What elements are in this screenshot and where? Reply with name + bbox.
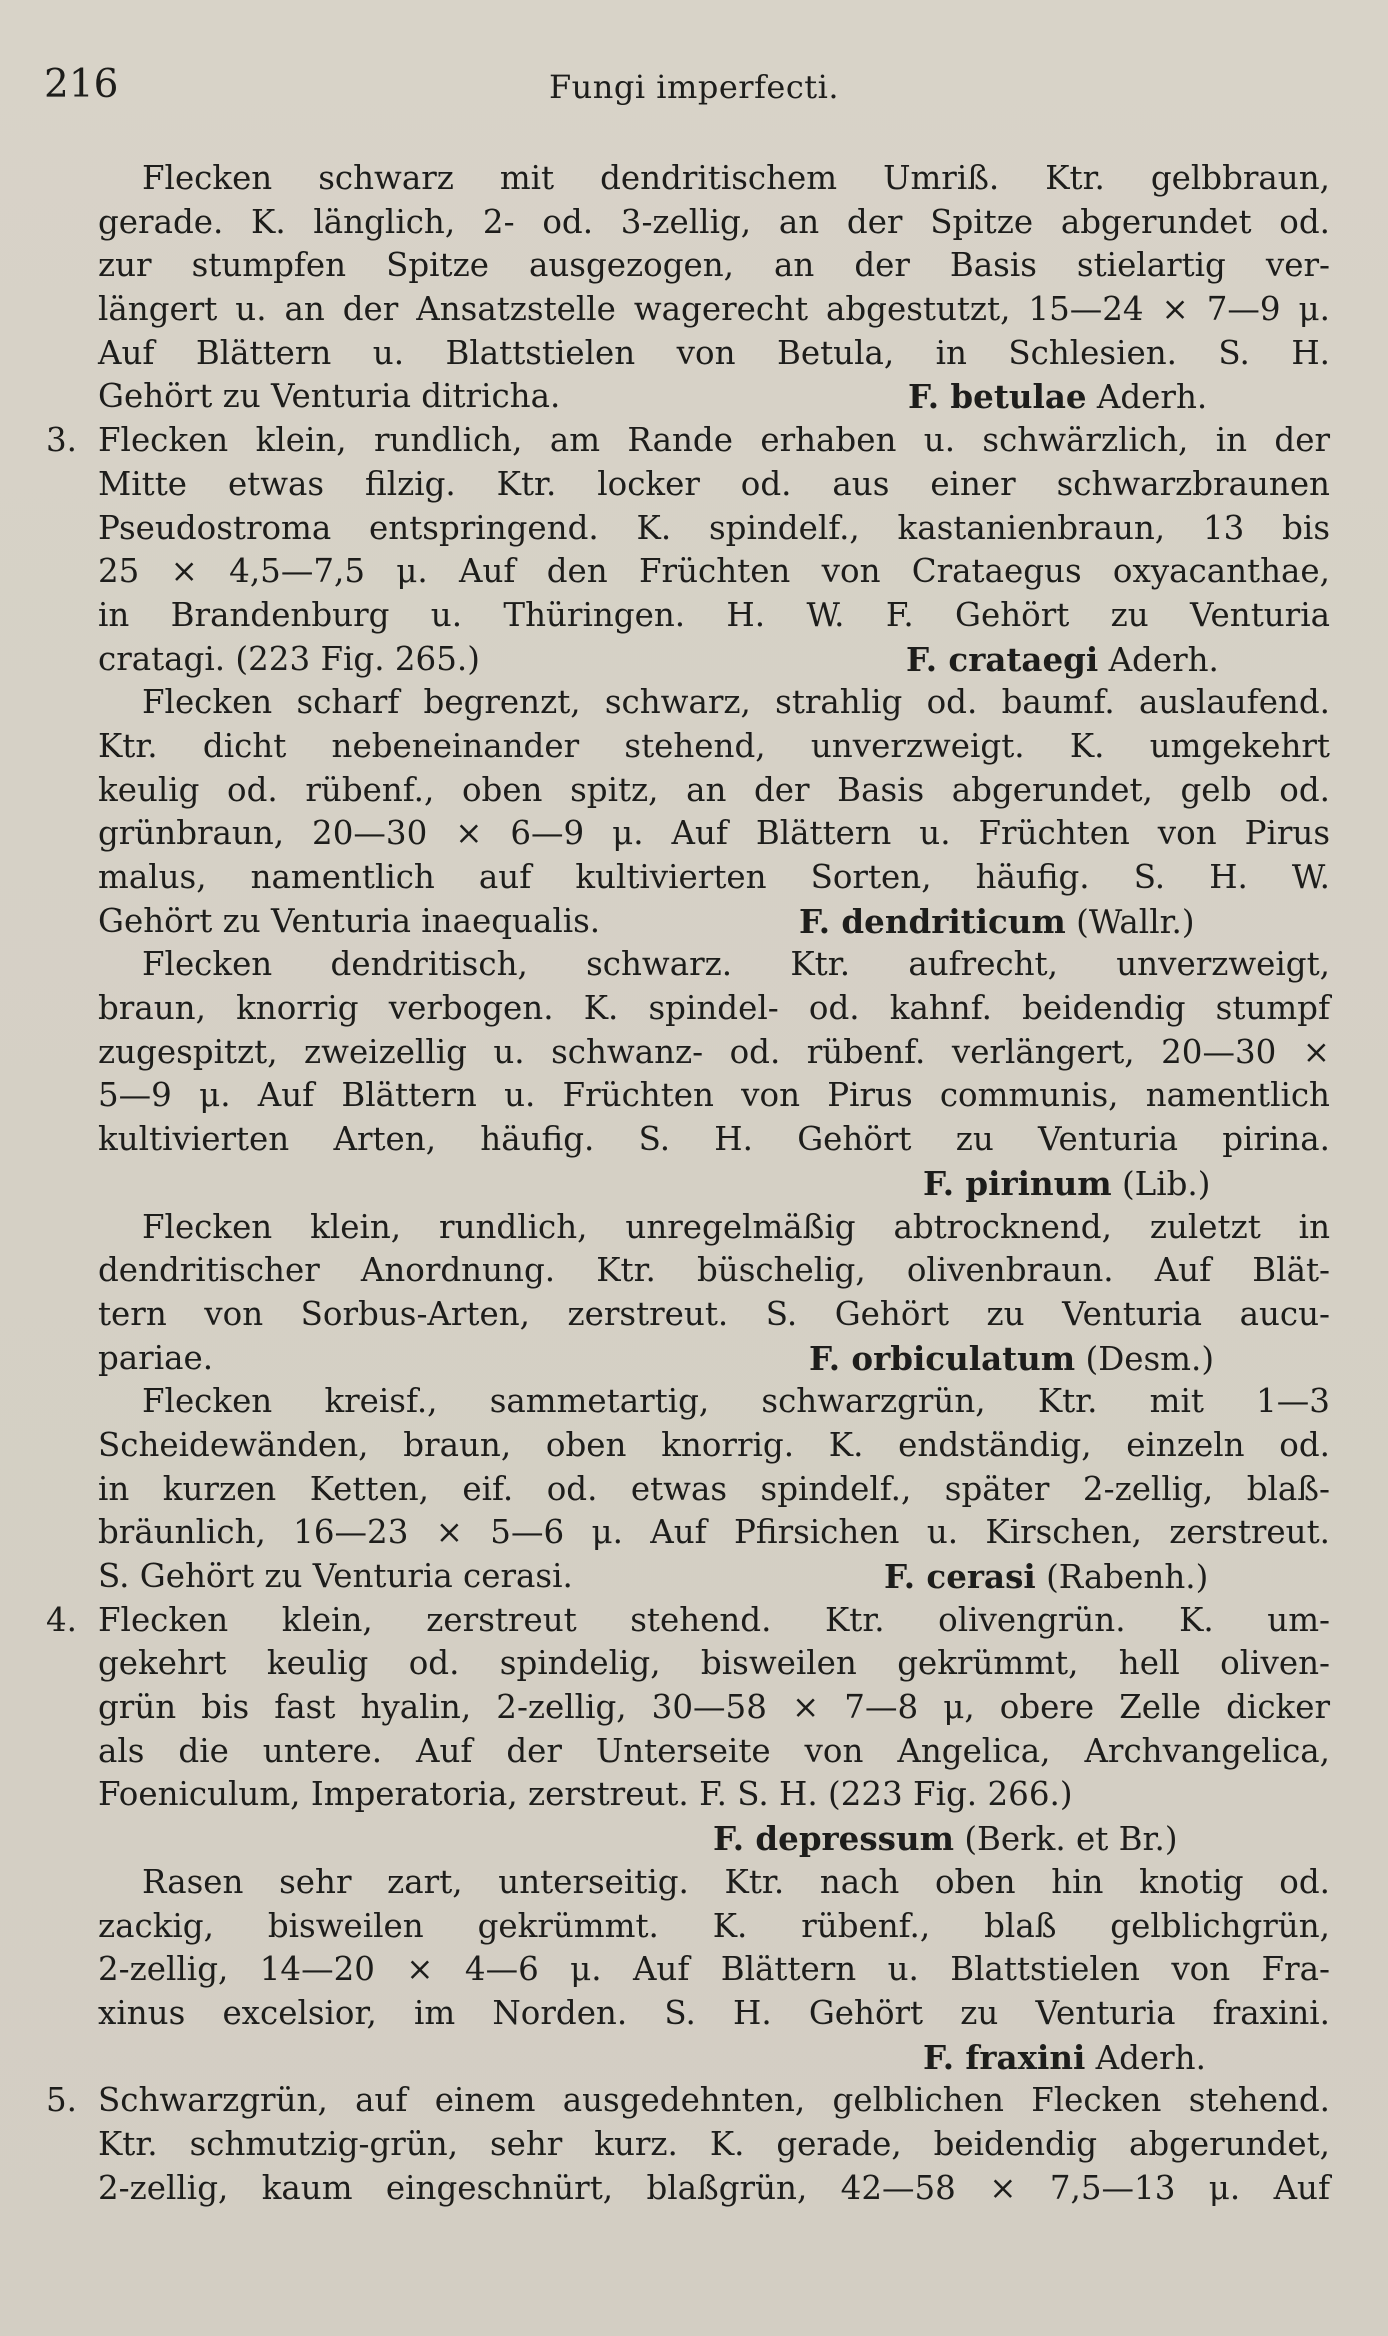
line-text: Flecken kreisf., sammetartig, schwarzgrün, Ktr. mit 1—3 xyxy=(142,1382,1330,1421)
species-name xyxy=(923,2036,1206,2081)
line-text: in Brandenburg u. Thüringen. H. W. F. Gehört zu Venturia xyxy=(98,595,1330,634)
page-number: 216 xyxy=(44,62,119,107)
text-line xyxy=(98,332,1330,376)
line-text: dendritischer Anordnung. Ktr. büschelig, olivenbraun. Auf Blät- xyxy=(98,1251,1330,1290)
line-text: Schwarzgrün, auf einem ausgedehnten, gelblichen Flecken stehend. xyxy=(98,2081,1330,2120)
line-text: 2-zellig, kaum eingeschnürt, blaßgrün, 42—58 × 7,5—13 μ. Auf xyxy=(98,2168,1330,2207)
text-line xyxy=(98,1861,1330,1905)
species-author: (Rabenh.) xyxy=(1046,1558,1209,1596)
species-author: (Desm.) xyxy=(1085,1339,1214,1378)
line-text: 25 × 4,5—7,5 μ. Auf den Früchten von Crataegus oxyacanthae, xyxy=(98,552,1330,591)
line-text: S. Gehört zu Venturia cerasi. xyxy=(98,1557,573,1595)
line-text: Gehört zu Venturia ditricha. xyxy=(98,377,561,416)
species-author: (Wallr.) xyxy=(1076,902,1195,941)
text-line xyxy=(98,1162,1330,1206)
text-line xyxy=(98,1730,1330,1774)
text-line xyxy=(98,375,1330,419)
line-text: bräunlich, 16—23 × 5—6 μ. Auf Pfirsichen u. Kirschen, zerstreut. xyxy=(98,1513,1330,1552)
text-line xyxy=(98,987,1330,1031)
paragraph xyxy=(98,1380,1330,1598)
line-text: Flecken klein, rundlich, am Rande erhaben u. schwärzlich, in der xyxy=(98,421,1330,460)
line-text: Ktr. dicht nebeneinander stehend, unverzweigt. K. umgekehrt xyxy=(98,726,1330,765)
species-author: (Lib.) xyxy=(1121,1164,1211,1203)
species-name xyxy=(799,900,1195,945)
line-text: in kurzen Ketten, eif. od. etwas spindelf., später 2-zellig, blaß- xyxy=(98,1469,1330,1508)
text-line xyxy=(98,2036,1330,2080)
species-name xyxy=(923,1162,1210,1207)
line-text: tern von Sorbus-Arten, zerstreut. S. Gehört zu Venturia aucu- xyxy=(98,1294,1330,1333)
line-text: 5—9 μ. Auf Blättern u. Früchten von Pirus communis, namentlich xyxy=(98,1076,1330,1115)
text-line xyxy=(46,1599,1330,1643)
line-text: Flecken dendritisch, schwarz. Ktr. aufrecht, unverzweigt, xyxy=(142,945,1330,984)
text-line xyxy=(46,419,1330,463)
text-line xyxy=(98,943,1330,987)
text-line xyxy=(98,594,1330,638)
line-text: Gehört zu Venturia inaequalis. xyxy=(98,901,601,940)
species-epithet: F. depressum xyxy=(713,1819,954,1859)
line-text: längert u. an der Ansatzstelle wagerecht abgestutzt, 15—24 × 7—9 μ. xyxy=(98,290,1330,329)
species-epithet: F. orbiculatum xyxy=(809,1338,1076,1378)
text-line xyxy=(98,550,1330,594)
species-epithet: F. crataegi xyxy=(906,639,1099,679)
species-author: (Berk. et Br.) xyxy=(964,1820,1178,1859)
text-line xyxy=(98,1380,1330,1424)
species-epithet: F. betulae xyxy=(908,377,1087,417)
species-name xyxy=(908,375,1207,420)
paragraph xyxy=(98,943,1330,1205)
species-author: Aderh. xyxy=(1095,2038,1206,2077)
text-line xyxy=(98,1424,1330,1468)
line-text: Pseudostroma entspringend. K. spindelf., kastanienbraun, 13 bis xyxy=(98,508,1330,547)
species-name xyxy=(906,638,1219,683)
text-line xyxy=(98,1642,1330,1686)
key-number: 4. xyxy=(46,1600,78,1639)
text-line xyxy=(98,1206,1330,1250)
line-text: Flecken klein, zerstreut stehend. Ktr. olivengrün. K. um- xyxy=(98,1600,1330,1639)
text-line xyxy=(98,1555,1330,1599)
line-text: Scheidewänden, braun, oben knorrig. K. endständig, einzeln od. xyxy=(98,1425,1330,1464)
text-line xyxy=(98,244,1330,288)
line-text: zur stumpfen Spitze ausgezogen, an der Basis stielartig ver- xyxy=(98,246,1330,285)
line-text: pariae. xyxy=(98,1338,214,1377)
text-line xyxy=(98,2167,1330,2211)
line-text: zugespitzt, zweizellig u. schwanz- od. rübenf. verlängert, 20—30 × xyxy=(98,1032,1330,1071)
text-line xyxy=(98,1905,1330,1949)
text-line xyxy=(98,507,1330,551)
text-line xyxy=(98,201,1330,245)
species-author: Aderh. xyxy=(1108,640,1219,679)
text-line xyxy=(98,288,1330,332)
text-line xyxy=(98,1773,1330,1817)
line-text: Foeniculum, Imperatoria, zerstreut. F. S. H. (223 Fig. 266.) xyxy=(98,1775,1073,1814)
paragraph xyxy=(98,681,1330,943)
species-author: Aderh. xyxy=(1096,378,1208,417)
line-text: Ktr. schmutzig-grün, sehr kurz. K. gerade, beidendig abgerundet, xyxy=(98,2124,1330,2163)
line-text: grün bis fast hyalin, 2-zellig, 30—58 × 7—8 μ, obere Zelle dicker xyxy=(98,1688,1330,1727)
line-text: grünbraun, 20—30 × 6—9 μ. Auf Blättern u. Früchten von Pirus xyxy=(98,814,1330,853)
species-name xyxy=(713,1817,1178,1862)
text-line xyxy=(98,1337,1330,1381)
text-line xyxy=(98,725,1330,769)
line-text: xinus excelsior, im Norden. S. H. Gehört zu Venturia fraxini. xyxy=(98,1993,1330,2032)
text-body xyxy=(46,157,1330,2210)
line-text: Flecken scharf begrenzt, schwarz, strahlig od. baumf. auslaufend. xyxy=(142,683,1330,722)
text-line xyxy=(98,1468,1330,1512)
line-text: Rasen sehr zart, unterseitig. Ktr. nach oben hin knotig od. xyxy=(142,1862,1330,1901)
paragraph xyxy=(46,419,1330,681)
paragraph xyxy=(98,157,1330,419)
species-epithet: F. cerasi xyxy=(884,1557,1036,1596)
species-epithet: F. fraxini xyxy=(923,2037,1086,2077)
line-text: Flecken klein, rundlich, unregelmäßig abtrocknend, zuletzt in xyxy=(142,1207,1330,1246)
key-number: 5. xyxy=(46,2081,78,2120)
line-text: 2-zellig, 14—20 × 4—6 μ. Auf Blättern u. Blattstielen von Fra- xyxy=(98,1950,1330,1989)
text-line xyxy=(98,812,1330,856)
line-text: gekehrt keulig od. spindelig, bisweilen gekrümmt, hell oliven- xyxy=(98,1644,1330,1683)
text-line xyxy=(98,157,1330,201)
text-line xyxy=(98,856,1330,900)
text-line xyxy=(98,1511,1330,1555)
text-line xyxy=(98,1031,1330,1075)
line-text: als die untere. Auf der Unterseite von Angelica, Archvangelica, xyxy=(98,1731,1330,1770)
line-text: gerade. K. länglich, 2- od. 3-zellig, an der Spitze abgerundet od. xyxy=(98,202,1330,241)
paragraph xyxy=(98,1206,1330,1381)
text-line xyxy=(46,2079,1330,2123)
text-line xyxy=(98,1293,1330,1337)
text-line xyxy=(98,1817,1330,1861)
paragraph xyxy=(98,1861,1330,2079)
line-text: malus, namentlich auf kultivierten Sorten, häufig. S. H. W. xyxy=(98,858,1330,896)
text-line xyxy=(98,1118,1330,1162)
species-epithet: F. dendriticum xyxy=(799,901,1066,941)
page-header xyxy=(0,62,1388,122)
species-epithet: F. pirinum xyxy=(923,1163,1112,1203)
line-text: braun, knorrig verbogen. K. spindel- od. kahnf. beidendig stumpf xyxy=(98,989,1330,1028)
text-line xyxy=(98,1992,1330,2036)
species-name xyxy=(809,1337,1214,1382)
line-text: Auf Blättern u. Blattstielen von Betula, in Schlesien. S. H. xyxy=(98,333,1330,372)
text-line xyxy=(98,1249,1330,1293)
text-line xyxy=(98,1948,1330,1992)
text-line xyxy=(98,769,1330,813)
line-text: keulig od. rübenf., oben spitz, an der Basis abgerundet, gelb od. xyxy=(98,770,1330,809)
paragraph xyxy=(46,1599,1330,1861)
line-text: kultivierten Arten, häufig. S. H. Gehört zu Venturia pirina. xyxy=(98,1120,1330,1159)
text-line xyxy=(98,681,1330,725)
species-name xyxy=(884,1555,1208,1600)
text-line xyxy=(98,463,1330,507)
line-text: cratagi. (223 Fig. 265.) xyxy=(98,639,480,678)
running-title: Fungi imperfecti. xyxy=(548,68,840,106)
text-line xyxy=(98,638,1330,682)
line-text: Mitte etwas filzig. Ktr. locker od. aus einer schwarzbraunen xyxy=(98,464,1330,503)
text-line xyxy=(98,2123,1330,2167)
text-line xyxy=(98,1686,1330,1730)
key-number: 3. xyxy=(46,421,78,460)
text-line xyxy=(98,900,1330,944)
paragraph xyxy=(46,2079,1330,2210)
line-text: Flecken schwarz mit dendritischem Umriß. Ktr. gelbbraun, xyxy=(142,159,1330,197)
text-line xyxy=(98,1074,1330,1118)
line-text: zackig, bisweilen gekrümmt. K. rübenf., blaß gelblichgrün, xyxy=(98,1906,1330,1945)
